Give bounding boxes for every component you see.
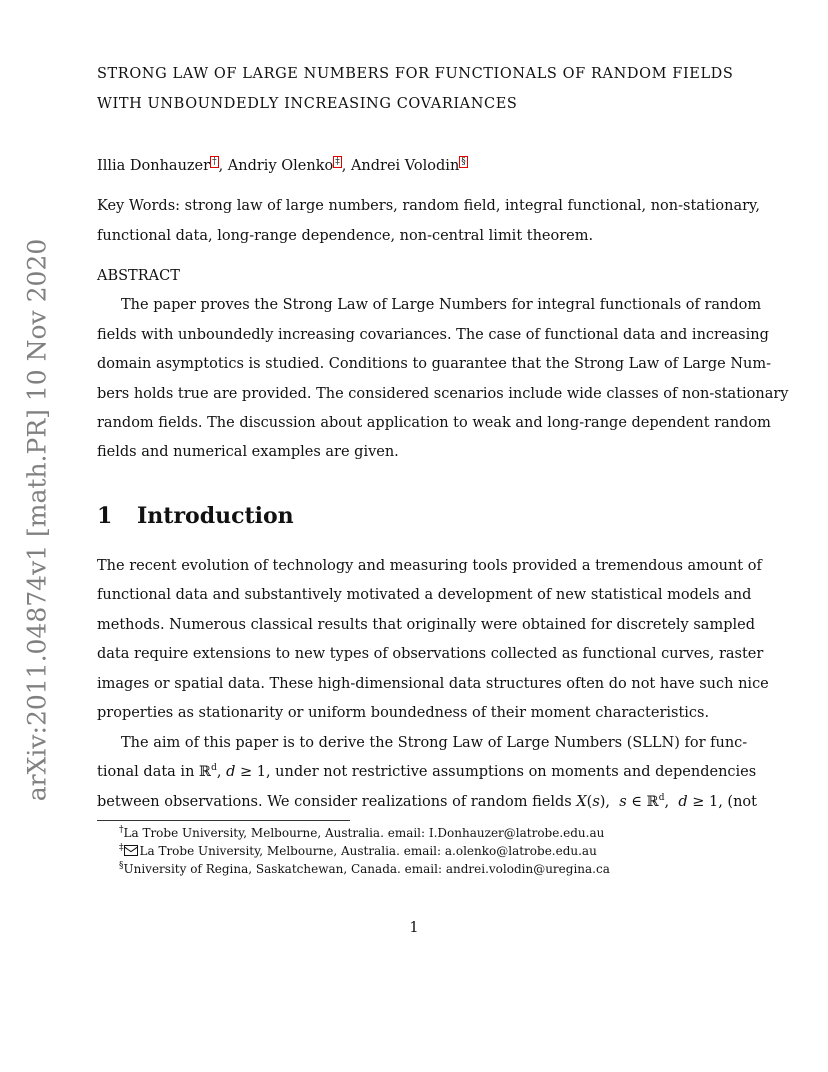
footnote xyxy=(119,824,604,842)
intro-line: data require extensions to new types of observations collected as functional curves, raster xyxy=(97,646,764,662)
abstract-line: domain asymptotics is studied. Conditions to guarantee that the Strong Law of Large Num- xyxy=(97,356,772,372)
footnote-link-marker[interactable]: § xyxy=(461,157,466,168)
footnote-text: La Trobe University, Melbourne, Australia. email: a.olenko@latrobe.edu.au xyxy=(139,844,597,858)
footnote-link-marker[interactable]: ‡ xyxy=(335,157,340,168)
abstract-heading: ABSTRACT xyxy=(97,268,180,284)
intro-line: images or spatial data. These high-dimensional data structures often do not have such nice xyxy=(97,676,769,692)
footnote-rule xyxy=(97,820,350,821)
intro-line-with-math xyxy=(97,788,757,817)
intro-line: functional data and substantively motivated a development of new statistical models and xyxy=(97,587,752,603)
footnote-mark: ‡ xyxy=(119,843,124,853)
footnote xyxy=(119,842,597,860)
page-number: 1 xyxy=(409,920,419,936)
intro-line: The recent evolution of technology and measuring tools provided a tremendous amount of xyxy=(97,558,762,574)
abstract-line: fields and numerical examples are given. xyxy=(97,444,399,460)
footnote-mark: § xyxy=(119,861,124,871)
math-expression: ℝ$^d$, d ≥ 1 xyxy=(199,763,266,780)
footnote xyxy=(119,860,610,878)
paper-title-line-1: STRONG LAW OF LARGE NUMBERS FOR FUNCTIONALS OF RANDOM FIELDS xyxy=(97,66,734,82)
intro-line-with-math xyxy=(97,758,756,787)
keywords-line-1: Key Words: strong law of large numbers, random field, integral functional, non-stationary, xyxy=(97,198,760,214)
footnote-text: University of Regina, Saskatchewan, Canada. email: andrei.volodin@uregina.ca xyxy=(123,862,610,876)
abstract-line: random fields. The discussion about application to weak and long-range dependent random xyxy=(97,415,771,431)
footnote-text: La Trobe University, Melbourne, Australia. email: I.Donhauzer@latrobe.edu.au xyxy=(123,826,605,840)
footnote-link-marker[interactable]: † xyxy=(212,157,217,168)
footnote-mark: † xyxy=(119,825,124,835)
intro-line: The aim of this paper is to derive the Strong Law of Large Numbers (SLLN) for func- xyxy=(121,735,748,751)
section-number: 1 xyxy=(97,503,113,529)
section-heading xyxy=(97,503,294,529)
intro-line: methods. Numerous classical results that originally were obtained for discretely sampled xyxy=(97,617,755,633)
intro-text: tional data in xyxy=(97,764,200,780)
intro-text: , under not restrictive assumptions on moments and dependencies xyxy=(265,764,757,780)
author-name: Illia Donhauzer xyxy=(97,158,211,174)
arxiv-sidebar xyxy=(22,238,52,802)
abstract-line: The paper proves the Strong Law of Large Numbers for integral functionals of random xyxy=(121,297,762,313)
intro-text: , (not xyxy=(718,794,757,810)
author-name: Andriy Olenko xyxy=(227,158,334,174)
abstract-line: fields with unboundedly increasing covariances. The case of functional data and increasing xyxy=(97,327,769,343)
author-name: Andrei Volodin xyxy=(350,158,460,174)
arxiv-id: arXiv:2011.04874v1 [math.PR] 10 Nov 2020 xyxy=(22,238,52,802)
math-expression: X(s), s ∈ ℝ$^d$, d ≥ 1 xyxy=(576,793,719,810)
envelope-icon xyxy=(124,845,138,856)
paper-title-line-2: WITH UNBOUNDEDLY INCREASING COVARIANCES xyxy=(97,96,518,112)
abstract-line: bers holds true are provided. The considered scenarios include wide classes of non-stationary xyxy=(97,386,789,402)
keywords-line-2: functional data, long-range dependence, non-central limit theorem. xyxy=(97,228,594,244)
intro-text: between observations. We consider realizations of random fields xyxy=(97,794,577,810)
intro-line: properties as stationarity or uniform boundedness of their moment characteristics. xyxy=(97,705,710,721)
author-list: Illia Donhauzer † , Andriy Olenko ‡ , Andrei Volodin § xyxy=(97,157,466,174)
section-title: Introduction xyxy=(137,503,294,529)
